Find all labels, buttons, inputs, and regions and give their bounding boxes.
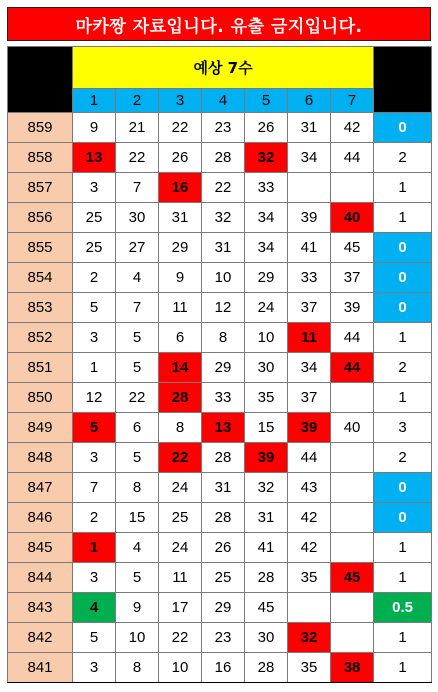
table-row <box>8 173 432 203</box>
table-row <box>8 533 432 563</box>
prediction-header: 예상 7수 <box>73 47 374 89</box>
table-row <box>8 293 432 323</box>
predicted-number: 26 <box>245 113 288 143</box>
result-count: 1 <box>374 173 432 203</box>
predicted-number: 7 <box>116 293 159 323</box>
predicted-number: 7 <box>116 173 159 203</box>
round-number: 853 <box>8 293 73 323</box>
table-row <box>8 233 432 263</box>
predicted-number: 25 <box>159 503 202 533</box>
predicted-number: 9 <box>116 593 159 623</box>
predicted-number: 28 <box>245 563 288 593</box>
round-number: 850 <box>8 383 73 413</box>
predicted-number: 44 <box>331 323 374 353</box>
predicted-number: 24 <box>159 533 202 563</box>
predicted-number <box>331 593 374 623</box>
predicted-number: 23 <box>202 623 245 653</box>
column-number-4: 4 <box>202 89 245 113</box>
round-number: 848 <box>8 443 73 473</box>
predicted-number: 41 <box>245 533 288 563</box>
predicted-number: 13 <box>202 413 245 443</box>
predicted-number: 28 <box>202 143 245 173</box>
predicted-number: 2 <box>73 503 116 533</box>
column-number-7: 7 <box>331 89 374 113</box>
predicted-number: 31 <box>288 113 331 143</box>
predicted-number: 3 <box>73 563 116 593</box>
predicted-number: 44 <box>331 353 374 383</box>
predicted-number: 23 <box>202 113 245 143</box>
predicted-number: 3 <box>73 323 116 353</box>
predicted-number: 12 <box>202 293 245 323</box>
predicted-number: 11 <box>288 323 331 353</box>
predicted-number <box>331 473 374 503</box>
result-count: 1 <box>374 563 432 593</box>
predicted-number: 31 <box>245 503 288 533</box>
predicted-number: 39 <box>331 293 374 323</box>
predicted-number: 37 <box>288 293 331 323</box>
predicted-number: 11 <box>159 563 202 593</box>
round-number: 841 <box>8 653 73 683</box>
predicted-number: 45 <box>331 233 374 263</box>
round-number: 857 <box>8 173 73 203</box>
result-count: 2 <box>374 143 432 173</box>
predicted-number: 35 <box>245 383 288 413</box>
table-row <box>8 113 432 143</box>
column-number-3: 3 <box>159 89 202 113</box>
predicted-number: 7 <box>73 473 116 503</box>
result-count: 3 <box>374 413 432 443</box>
predicted-number: 25 <box>73 233 116 263</box>
round-number: 843 <box>8 593 73 623</box>
table-body <box>8 113 432 683</box>
predicted-number <box>331 503 374 533</box>
predicted-number: 30 <box>245 623 288 653</box>
predicted-number: 30 <box>245 353 288 383</box>
predicted-number: 30 <box>116 203 159 233</box>
predicted-number: 44 <box>331 143 374 173</box>
predicted-number <box>331 533 374 563</box>
predicted-number: 27 <box>116 233 159 263</box>
round-number: 854 <box>8 263 73 293</box>
predicted-number: 22 <box>159 443 202 473</box>
table-row <box>8 143 432 173</box>
predicted-number <box>288 173 331 203</box>
predicted-number: 22 <box>116 383 159 413</box>
predicted-number: 3 <box>73 173 116 203</box>
column-number-1: 1 <box>73 89 116 113</box>
predicted-number: 35 <box>288 563 331 593</box>
result-count: 2 <box>374 353 432 383</box>
predicted-number: 10 <box>116 623 159 653</box>
table-row <box>8 443 432 473</box>
round-number: 851 <box>8 353 73 383</box>
predicted-number: 42 <box>331 113 374 143</box>
predicted-number: 32 <box>202 203 245 233</box>
predicted-number: 25 <box>202 563 245 593</box>
round-number: 842 <box>8 623 73 653</box>
predicted-number: 41 <box>288 233 331 263</box>
result-count: 0 <box>374 473 432 503</box>
predicted-number: 26 <box>159 143 202 173</box>
round-number: 852 <box>8 323 73 353</box>
round-number: 855 <box>8 233 73 263</box>
table-row <box>8 353 432 383</box>
predicted-number: 37 <box>288 383 331 413</box>
predicted-number: 35 <box>288 653 331 683</box>
result-count: 0 <box>374 263 432 293</box>
predicted-number: 26 <box>202 533 245 563</box>
predicted-number: 24 <box>159 473 202 503</box>
predicted-number: 40 <box>331 413 374 443</box>
predicted-number: 8 <box>116 473 159 503</box>
result-count: 1 <box>374 623 432 653</box>
result-count: 1 <box>374 383 432 413</box>
predicted-number: 31 <box>202 233 245 263</box>
predicted-number <box>288 593 331 623</box>
predicted-number: 45 <box>245 593 288 623</box>
predicted-number: 1 <box>73 353 116 383</box>
predicted-number <box>331 623 374 653</box>
predicted-number: 25 <box>73 203 116 233</box>
predicted-number: 8 <box>202 323 245 353</box>
predicted-number: 15 <box>116 503 159 533</box>
predicted-number: 2 <box>73 263 116 293</box>
predicted-number: 4 <box>116 263 159 293</box>
result-count: 0 <box>374 293 432 323</box>
predicted-number: 1 <box>73 533 116 563</box>
table-row <box>8 653 432 683</box>
predicted-number: 31 <box>159 203 202 233</box>
column-number-6: 6 <box>288 89 331 113</box>
predicted-number: 37 <box>331 263 374 293</box>
predicted-number: 4 <box>116 533 159 563</box>
round-number: 844 <box>8 563 73 593</box>
predicted-number: 6 <box>159 323 202 353</box>
predicted-number: 42 <box>288 503 331 533</box>
result-count: 0 <box>374 233 432 263</box>
predicted-number: 10 <box>245 323 288 353</box>
predicted-number: 13 <box>73 143 116 173</box>
predicted-number: 33 <box>288 263 331 293</box>
predicted-number: 28 <box>159 383 202 413</box>
predicted-number: 5 <box>73 623 116 653</box>
predicted-number: 33 <box>245 173 288 203</box>
predicted-number: 29 <box>159 233 202 263</box>
result-count: 1 <box>374 533 432 563</box>
predicted-number: 4 <box>73 593 116 623</box>
round-header: 회차 <box>8 47 73 113</box>
predicted-number <box>331 173 374 203</box>
predicted-number: 10 <box>202 263 245 293</box>
predicted-number: 9 <box>159 263 202 293</box>
table-row <box>8 473 432 503</box>
predicted-number: 44 <box>288 443 331 473</box>
predicted-number: 22 <box>159 113 202 143</box>
predicted-number: 28 <box>245 653 288 683</box>
result-count: 1 <box>374 203 432 233</box>
predicted-number: 21 <box>116 113 159 143</box>
predicted-number: 34 <box>245 203 288 233</box>
predicted-number: 3 <box>73 443 116 473</box>
table-row <box>8 593 432 623</box>
predicted-number: 5 <box>116 563 159 593</box>
predicted-number: 17 <box>159 593 202 623</box>
predicted-number: 31 <box>202 473 245 503</box>
predicted-number <box>331 383 374 413</box>
predicted-number: 33 <box>202 383 245 413</box>
predicted-number: 3 <box>73 653 116 683</box>
table-row <box>8 563 432 593</box>
predicted-number: 42 <box>288 533 331 563</box>
table-row <box>8 323 432 353</box>
table-row <box>8 383 432 413</box>
round-number: 846 <box>8 503 73 533</box>
round-number: 859 <box>8 113 73 143</box>
predicted-number: 8 <box>116 653 159 683</box>
predicted-number: 29 <box>202 353 245 383</box>
predicted-number: 10 <box>159 653 202 683</box>
predicted-number: 28 <box>202 443 245 473</box>
predicted-number <box>331 443 374 473</box>
predicted-number: 39 <box>245 443 288 473</box>
predicted-number: 11 <box>159 293 202 323</box>
predicted-number: 15 <box>245 413 288 443</box>
predicted-number: 6 <box>116 413 159 443</box>
result-count: 2 <box>374 443 432 473</box>
table-row <box>8 413 432 443</box>
table-row <box>8 623 432 653</box>
table-row <box>8 263 432 293</box>
predicted-number: 38 <box>331 653 374 683</box>
predicted-number: 14 <box>159 353 202 383</box>
predicted-number: 5 <box>116 353 159 383</box>
result-count: 0.5 <box>374 593 432 623</box>
round-number: 856 <box>8 203 73 233</box>
result-count: 0 <box>374 113 432 143</box>
predicted-number: 32 <box>245 473 288 503</box>
table-row <box>8 203 432 233</box>
predicted-number: 29 <box>245 263 288 293</box>
predicted-number: 39 <box>288 413 331 443</box>
predicted-number: 5 <box>116 443 159 473</box>
result-count: 0 <box>374 503 432 533</box>
column-number-2: 2 <box>116 89 159 113</box>
result-count: 1 <box>374 323 432 353</box>
predicted-number: 34 <box>288 353 331 383</box>
round-number: 845 <box>8 533 73 563</box>
predicted-number: 12 <box>73 383 116 413</box>
predicted-number: 5 <box>116 323 159 353</box>
result-header: 결과 <box>374 47 432 113</box>
predicted-number: 16 <box>159 173 202 203</box>
predicted-number: 40 <box>331 203 374 233</box>
predicted-number: 32 <box>245 143 288 173</box>
predicted-number: 29 <box>202 593 245 623</box>
predicted-number: 39 <box>288 203 331 233</box>
warning-banner: 마카짱 자료입니다. 유출 금지입니다. <box>7 7 431 41</box>
round-number: 847 <box>8 473 73 503</box>
predicted-number: 5 <box>73 413 116 443</box>
predicted-number: 16 <box>202 653 245 683</box>
predicted-number: 28 <box>202 503 245 533</box>
predicted-number: 5 <box>73 293 116 323</box>
predicted-number: 22 <box>202 173 245 203</box>
predicted-number: 32 <box>288 623 331 653</box>
prediction-table <box>7 46 432 683</box>
predicted-number: 22 <box>159 623 202 653</box>
predicted-number: 34 <box>245 233 288 263</box>
result-count: 1 <box>374 653 432 683</box>
predicted-number: 24 <box>245 293 288 323</box>
predicted-number: 8 <box>159 413 202 443</box>
predicted-number: 9 <box>73 113 116 143</box>
round-number: 858 <box>8 143 73 173</box>
predicted-number: 34 <box>288 143 331 173</box>
predicted-number: 22 <box>116 143 159 173</box>
predicted-number: 43 <box>288 473 331 503</box>
round-number: 849 <box>8 413 73 443</box>
predicted-number: 45 <box>331 563 374 593</box>
column-number-5: 5 <box>245 89 288 113</box>
table-row <box>8 503 432 533</box>
